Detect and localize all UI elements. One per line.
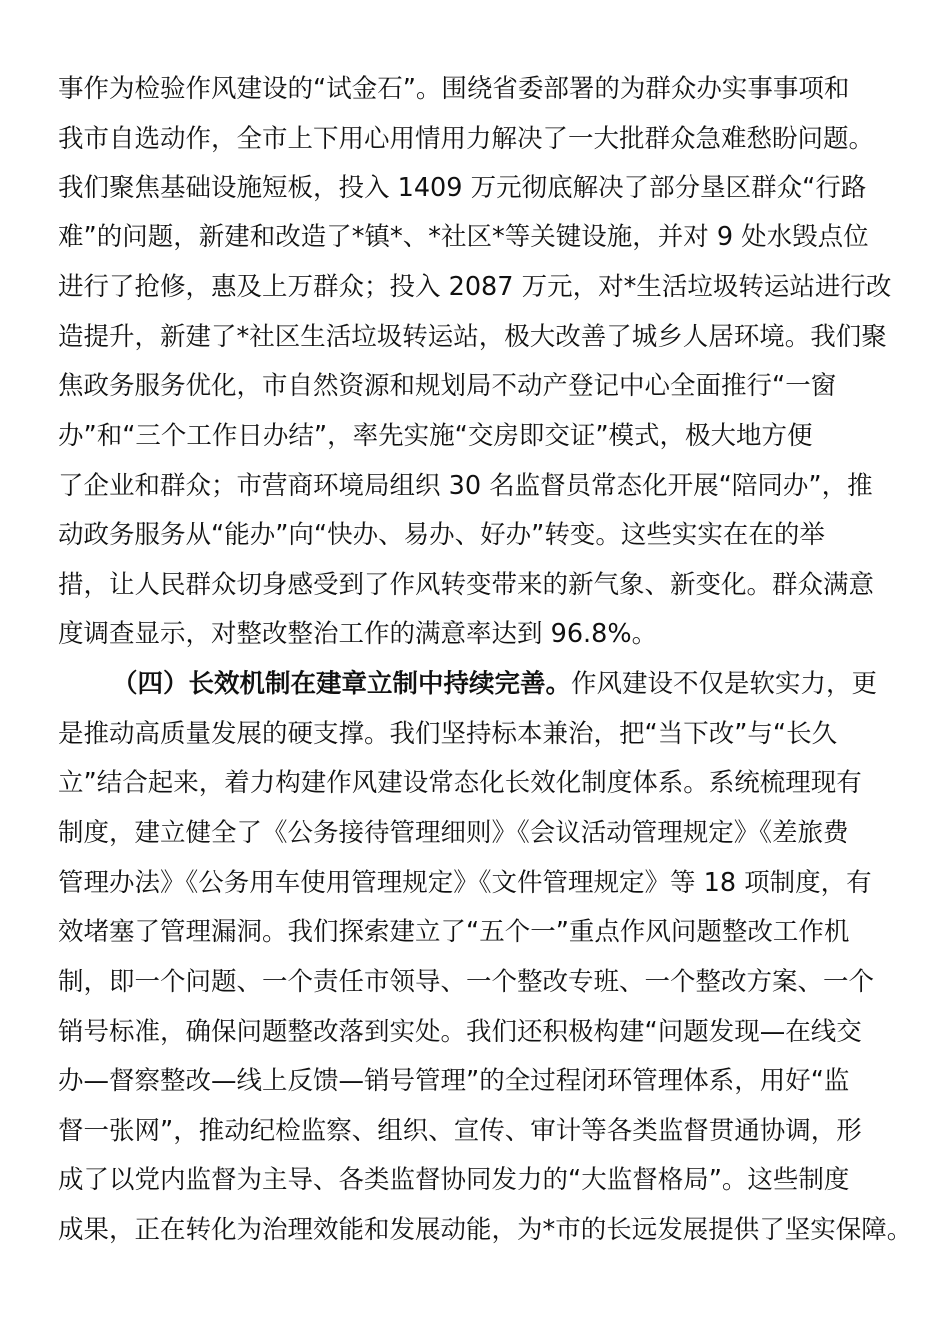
text-line: 事作为检验作风建设的“试金石”。围绕省委部署的为群众办实事事项和 bbox=[58, 74, 850, 104]
text-line: 进行了抢修，惠及上万群众；投入 2087 万元，对*生活垃圾转运站进行改 bbox=[58, 272, 892, 302]
text-line: 成果，正在转化为治理效能和发展动能，为*市的长远发展提供了坚实保障。 bbox=[58, 1215, 913, 1245]
text-line: 制，即一个问题、一个责任市领导、一个整改专班、一个整改方案、一个 bbox=[58, 967, 875, 997]
text-line: 是推动高质量发展的硬支撑。我们坚持标本兼治，把“当下改”与“长久 bbox=[58, 719, 838, 749]
section-heading-line bbox=[112, 667, 908, 701]
text-line: 效堵塞了管理漏洞。我们探索建立了“五个一”重点作风问题整改工作机 bbox=[58, 917, 850, 947]
text-line: 督一张网”，推动纪检监察、组织、宣传、审计等各类监督贯通协调，形 bbox=[58, 1116, 862, 1146]
text-line: 难”的问题，新建和改造了*镇*、*社区*等关键设施，并对 9 处水毁点位 bbox=[58, 222, 869, 252]
text-line: 办”和“三个工作日办结”，率先实施“交房即交证”模式，极大地方便 bbox=[58, 421, 813, 451]
text-line: 成了以党内监督为主导、各类监督协同发力的“大监督格局”。这些制度 bbox=[58, 1165, 850, 1195]
text-line: 措，让人民群众切身感受到了作风转变带来的新气象、新变化。群众满意 bbox=[58, 570, 875, 600]
text-line: 动政务服务从“能办”向“快办、易办、好办”转变。这些实实在在的举 bbox=[58, 520, 825, 550]
section-heading: （四）长效机制在建章立制中持续完善。 bbox=[112, 669, 572, 699]
text-line: 度调查显示，对整改整治工作的满意率达到 96.8%。 bbox=[58, 619, 658, 649]
text-line: 焦政务服务优化，市自然资源和规划局不动产登记中心全面推行“一窗 bbox=[58, 371, 837, 401]
text-line: 办—督察整改—线上反馈—销号管理”的全过程闭环管理体系，用好“监 bbox=[58, 1066, 850, 1096]
text-line: 制度，建立健全了《公务接待管理细则》《会议活动管理规定》《差旅费 bbox=[58, 818, 849, 848]
text-line: 销号标准，确保问题整改落到实处。我们还积极构建“问题发现—在线交 bbox=[58, 1017, 862, 1047]
text-span: 作风建设不仅是软实力，更 bbox=[571, 669, 878, 699]
text-line: 我们聚焦基础设施短板，投入 1409 万元彻底解决了部分垦区群众“行路 bbox=[58, 173, 867, 203]
text-line: 管理办法》《公务用车使用管理规定》《文件管理规定》等 18 项制度，有 bbox=[58, 868, 872, 898]
text-line: 了企业和群众；市营商环境局组织 30 名监督员常态化开展“陪同办”，推 bbox=[58, 471, 873, 501]
text-line: 立”结合起来，着力构建作风建设常态化长效化制度体系。系统梳理现有 bbox=[58, 768, 862, 798]
text-line: 我市自选动作，全市上下用心用情用力解决了一大批群众急难愁盼问题。 bbox=[58, 124, 875, 154]
text-line: 造提升，新建了*社区生活垃圾转运站，极大改善了城乡人居环境。我们聚 bbox=[58, 322, 887, 352]
